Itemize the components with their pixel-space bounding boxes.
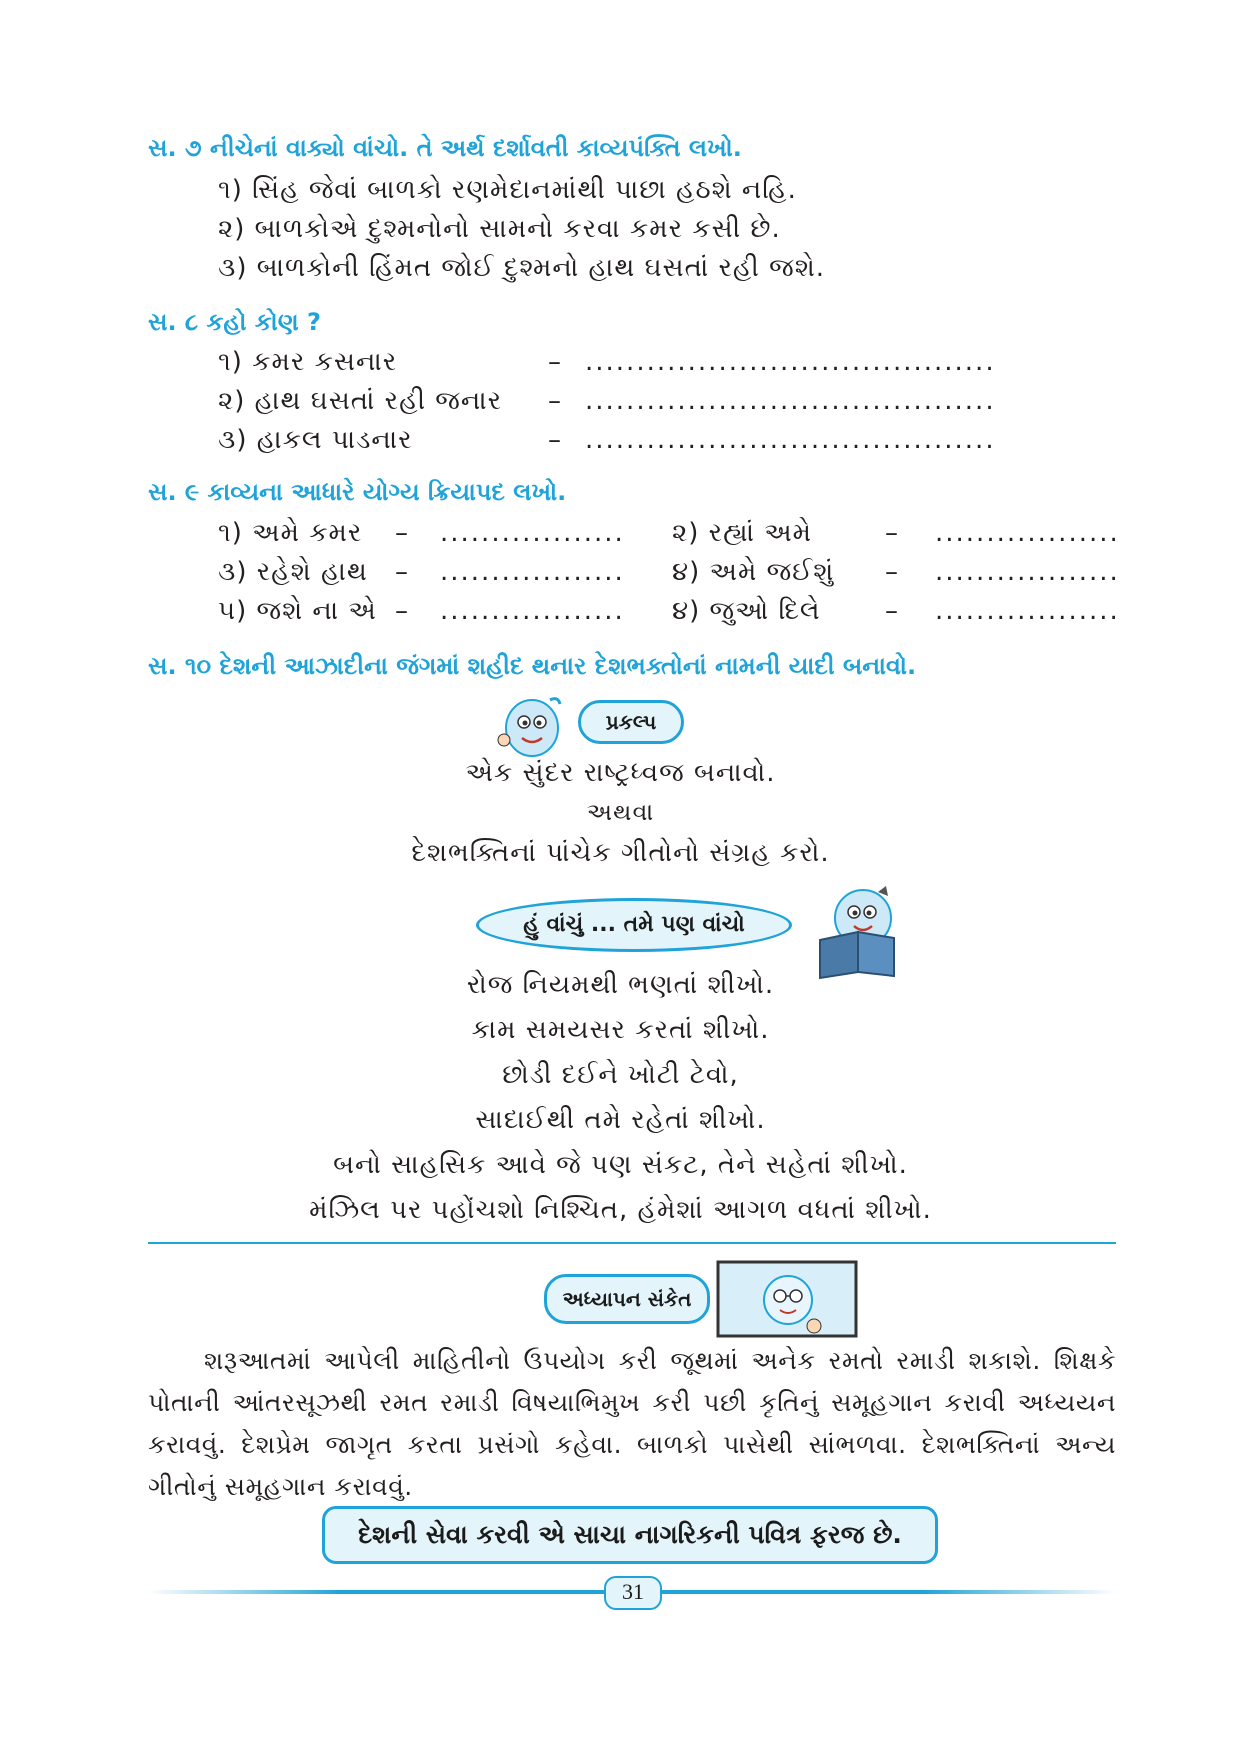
- q9-left-label-1: ૧) અમે કમર: [218, 518, 363, 548]
- q8-label-1: ૧) કમર કસનાર: [218, 347, 398, 377]
- q9-right-dash-3: –: [885, 596, 899, 626]
- q9-heading: સ. ૯ કાવ્યના આધારે યોગ્ય ક્રિયાપદ લખો.: [148, 478, 567, 506]
- q9-right-blank-2: ..................: [935, 557, 1120, 587]
- project-line-1: એક સુંદર રાષ્ટ્રધ્વજ બનાવો.: [465, 758, 776, 788]
- q9-right-dash-2: –: [885, 557, 899, 587]
- q8-blank-1: ........................................: [585, 347, 996, 377]
- project-or: અથવા: [586, 798, 655, 826]
- q9-right-dash-1: –: [885, 518, 899, 548]
- poem-line-1: રોજ નિયમથી ભણતાં શીખો.: [466, 970, 775, 1000]
- q9-left-dash-2: –: [395, 557, 409, 587]
- q9-left-blank-2: ..................: [440, 557, 625, 587]
- q8-heading: સ. ૮ કહો કોણ ?: [148, 308, 321, 336]
- section-divider: [148, 1242, 1116, 1244]
- teaching-paragraph: શરૂઆતમાં આપેલી માહિતીનો ઉપયોગ કરી જૂથમાં અનેક રમતો રમાડી શકાશે. શિક્ષકે પોતાની આંતરસૂઝથી રમત રમાડી વિષયાભિમુખ કરી પછી કૃતિનું સમૂહગાન કરાવી અધ્યયન કરાવવું. દેશપ્રેમ જાગૃત કરતા પ્રસંગો કહેવા. બાળકો પાસેથી સાંભળવા. દેશભક્તિનાં અન્ય ગીતોનું સમૂહગાન કરાવવું.: [148, 1346, 1116, 1501]
- reading-mascot-icon: [808, 880, 908, 980]
- thinking-mascot-icon: [490, 688, 570, 768]
- poem-line-4: સાદાઈથી તમે રહેતાં શીખો.: [475, 1105, 766, 1135]
- q9-right-label-1: ૨) રહ્યાં અમે: [672, 518, 812, 548]
- q9-left-dash-1: –: [395, 518, 409, 548]
- poem-line-6: મંઝિલ પર પહોંચશો નિશ્ચિત, હંમેશાં આગળ વધતાં શીખો.: [309, 1195, 932, 1225]
- q10-heading: સ. ૧૦ દેશની આઝાદીના જંગમાં શહીદ થનાર દેશભક્તોનાં નામની યાદી બનાવો.: [148, 652, 917, 680]
- q8-label-2: ૨) હાથ ઘસતાં રહી જનાર: [218, 386, 503, 416]
- page-number: 31: [604, 1576, 662, 1610]
- q9-left-dash-3: –: [395, 596, 409, 626]
- q9-left-label-2: ૩) રહેશે હાથ: [218, 557, 368, 587]
- q9-right-label-2: ૪) અમે જઈશું: [672, 557, 835, 587]
- q9-left-blank-3: ..................: [440, 596, 625, 626]
- motto-box: દેશની સેવા કરવી એ સાચા નાગરિકની પવિત્ર ફરજ છે.: [322, 1506, 938, 1564]
- q9-right-blank-3: ..................: [935, 596, 1120, 626]
- q9-left-label-3: ૫) જશે ના એ: [218, 596, 377, 626]
- q7-item-2: ૨) બાળકોએ દુશ્મનોનો સામનો કરવા કમર કસી છે.: [218, 214, 781, 244]
- q9-right-label-3: ૪) જુઓ દિલે: [672, 596, 821, 626]
- q9-left-blank-1: ..................: [440, 518, 625, 548]
- reading-badge: હું વાંચું ... તમે પણ વાંચો: [476, 898, 792, 952]
- q8-blank-3: ........................................: [585, 425, 996, 455]
- teaching-badge: અધ્યાપન સંકેત: [544, 1274, 710, 1324]
- poem-line-5: બનો સાહસિક આવે જે પણ સંકટ, તેને સહેતાં શીખો.: [333, 1150, 908, 1180]
- project-badge: પ્રકલ્પ: [578, 700, 684, 744]
- q7-heading: સ. ૭ નીચેનાં વાક્યો વાંચો. તે અર્થ દર્શાવતી કાવ્યપંક્તિ લખો.: [148, 134, 742, 162]
- poem-line-3: છોડી દઈને ખોટી ટેવો,: [502, 1060, 739, 1090]
- q8-dash-2: –: [548, 386, 562, 416]
- poem-line-2: કામ સમયસર કરતાં શીખો.: [471, 1015, 770, 1045]
- teacher-board-icon: [714, 1260, 860, 1340]
- q7-item-1: ૧) સિંહ જેવાં બાળકો રણમેદાનમાંથી પાછા હઠશે નહિ.: [218, 175, 797, 205]
- q8-dash-3: –: [548, 425, 562, 455]
- q8-dash-1: –: [548, 347, 562, 377]
- q8-blank-2: ........................................: [585, 386, 996, 416]
- q7-item-3: ૩) બાળકોની હિંમત જોઈ દુશ્મનો હાથ ઘસતાં રહી જશે.: [218, 253, 826, 283]
- project-line-3: દેશભક્તિનાં પાંચેક ગીતોનો સંગ્રહ કરો.: [411, 838, 830, 868]
- q8-label-3: ૩) હાકલ પાડનાર: [218, 425, 413, 455]
- q9-right-blank-1: ..................: [935, 518, 1120, 548]
